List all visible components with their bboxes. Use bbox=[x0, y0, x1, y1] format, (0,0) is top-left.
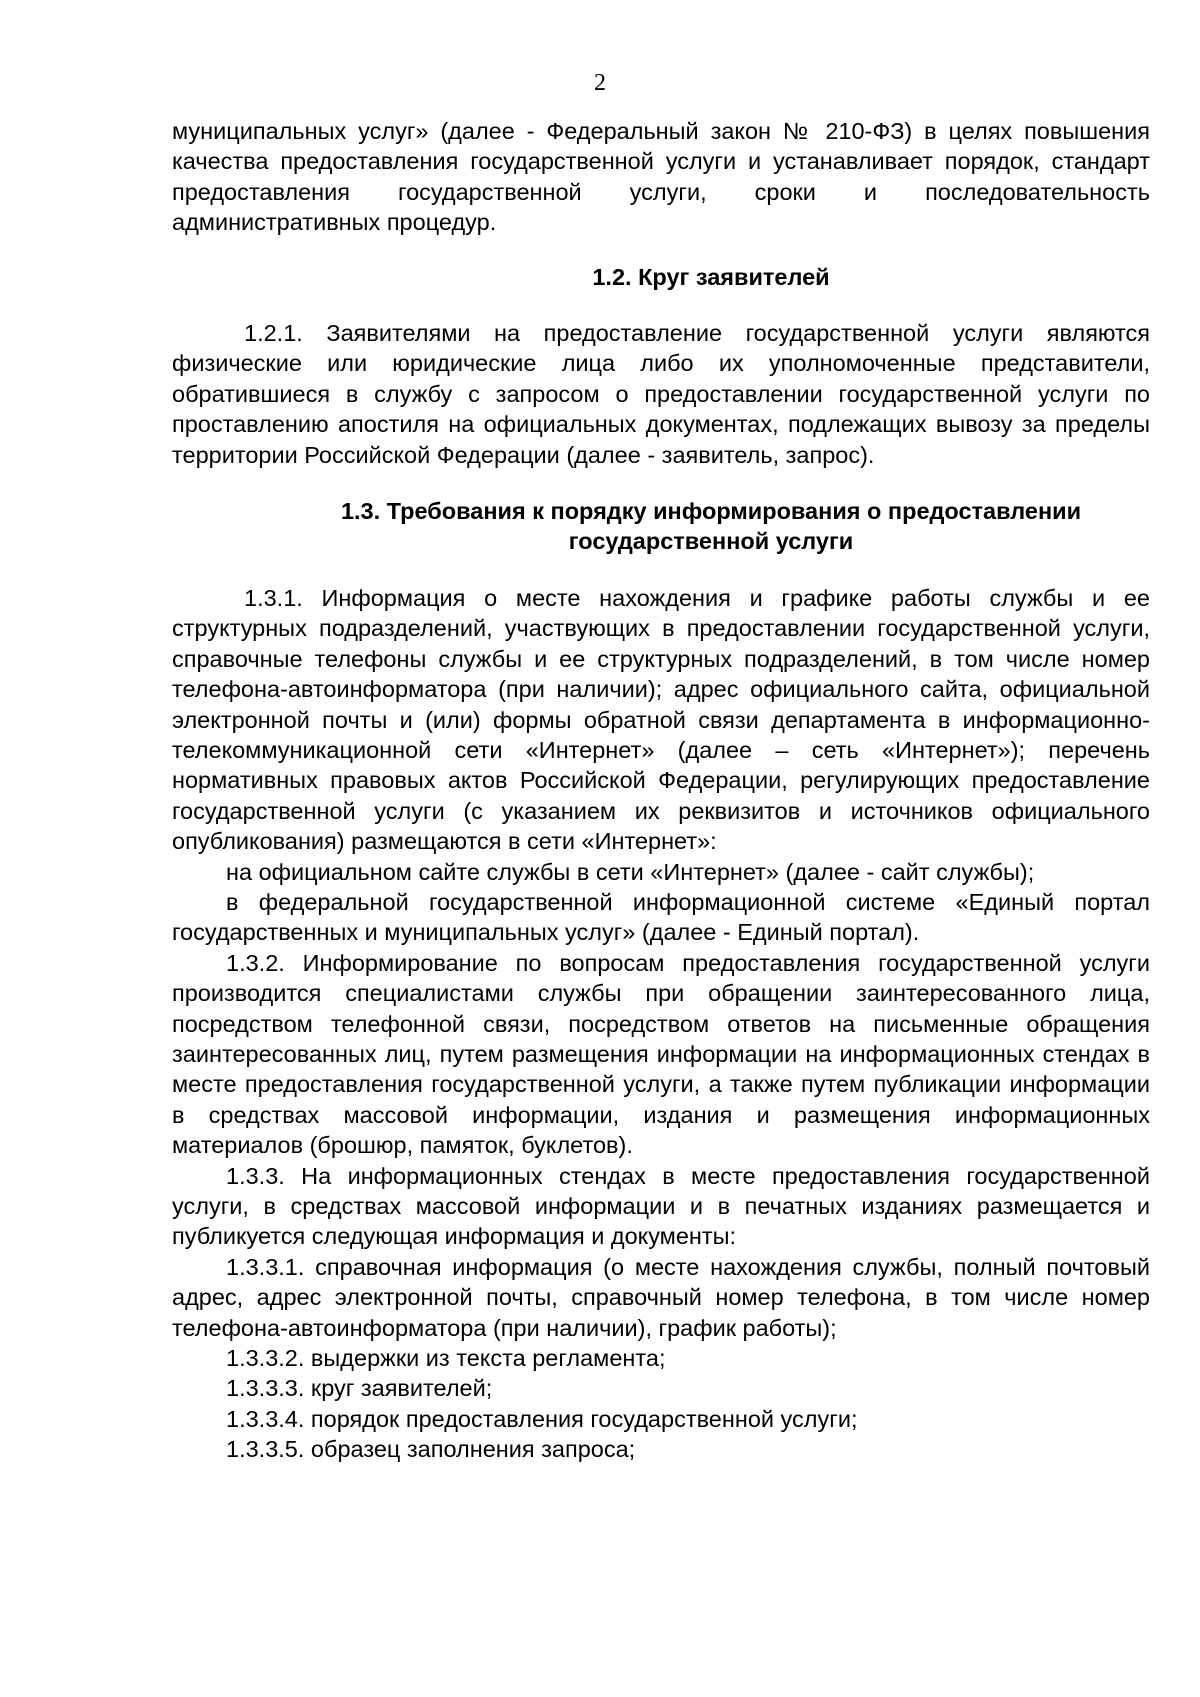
paragraph-intro-continuation: муниципальных услуг» (далее - Федеральный закон № 210-ФЗ) в целях повышения качества предоставления государственной услуги и устанавливает порядок, стандарт предоставления государственной услуги, сроки и последовательность административных процедур. bbox=[172, 118, 1150, 236]
paragraph-1-3-1-portal: в федеральной государственной информационной системе «Единый портал государственных и муниципальных услуг» (далее - Единый портал). bbox=[172, 888, 1150, 946]
page-number: 2 bbox=[594, 70, 606, 96]
paragraph-1-3-1: 1.3.1. Информация о месте нахождения и графике работы службы и ее структурных подразделений, участвующих в предоставлении государственной услуги, справочные телефоны службы и ее структурных подразделений, в том числе номер телефона-автоинформатора (при наличии); адрес официального сайта, официальной электронной почты и (или) формы обратной связи департамента в информационно-телекоммуникационной сети «Интернет» (далее – сеть «Интернет»); перечень нормативных правовых актов Российской Федерации, регулирующих предоставление государственной услуги (с указанием их реквизитов и источников официального опубликования) размещаются в сети «Интернет»: bbox=[172, 584, 1150, 855]
paragraph-1-3-3-4: 1.3.3.4. порядок предоставления государственной услуги; bbox=[226, 1405, 858, 1432]
paragraph-1-3-3-5: 1.3.3.5. образец заполнения запроса; bbox=[226, 1436, 636, 1463]
paragraph-1-3-3-2: 1.3.3.2. выдержки из текста регламента; bbox=[226, 1345, 666, 1372]
paragraph-1-3-3-3: 1.3.3.3. круг заявителей; bbox=[226, 1375, 493, 1402]
document-body bbox=[172, 116, 1150, 1465]
heading-1-3 bbox=[172, 496, 1150, 557]
paragraph-1-3-3-1: 1.3.3.1. справочная информация (о месте нахождения службы, полный почтовый адрес, адрес электронной почты, справочный номер телефона, в том числе номер телефона-автоинформатора (при наличии), график работы); bbox=[172, 1253, 1150, 1341]
paragraph-1-3-1-site: на официальном сайте службы в сети «Интернет» (далее - сайт службы); bbox=[226, 858, 1035, 885]
heading-1-3-line-1: 1.3. Требования к порядку информирования о предоставлении bbox=[340, 498, 1082, 525]
paragraph-1-3-2: 1.3.2. Информирование по вопросам предоставления государственной услуги производится специалистами службы при обращении заинтересованного лица, посредством телефонной связи, посредством ответов на письменные обращения заинтересованных лиц, путем размещения информации на информационных стендах в месте предоставления государственной услуги, а также путем публикации информации в средствах массовой информации, издания и размещения информационных материалов (брошюр, памяток, буклетов). bbox=[172, 949, 1150, 1159]
heading-1-2: 1.2. Круг заявителей bbox=[592, 263, 830, 290]
paragraph-1-2-1: 1.2.1. Заявителями на предоставление государственной услуги являются физические или юридические лица либо их уполномоченные представители, обратившиеся в службу с запросом о предоставлении государственной услуги по проставлению апостиля на официальных документах, подлежащих вывозу за пределы территории Российской Федерации (далее - заявитель, запрос). bbox=[172, 320, 1150, 468]
paragraph-1-3-3: 1.3.3. На информационных стендах в месте предоставления государственной услуги, в средствах массовой информации и в печатных изданиях размещается и публикуется следующая информация и документы: bbox=[172, 1162, 1150, 1250]
heading-1-3-line-2: государственной услуги bbox=[568, 528, 854, 555]
